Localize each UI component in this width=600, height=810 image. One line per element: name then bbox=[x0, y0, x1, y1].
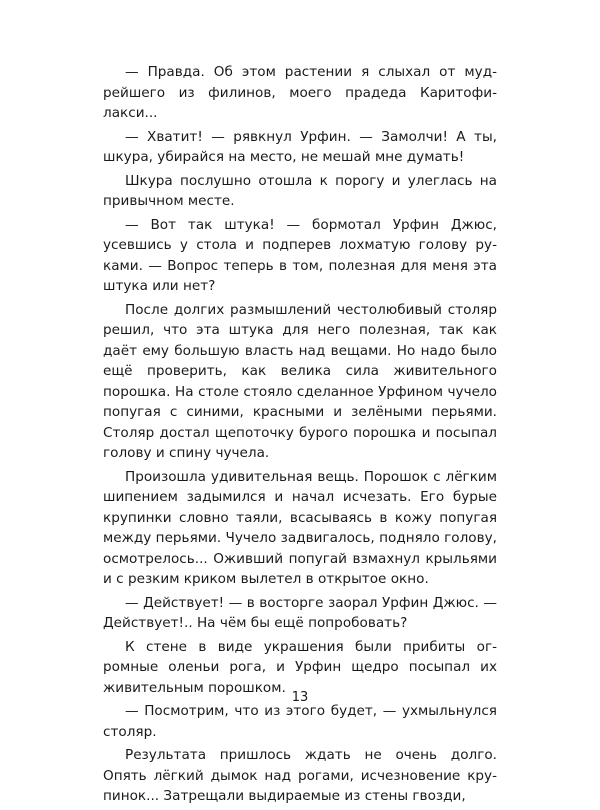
paragraph: — Вот так штука! — бормотал Урфин Джюс, усевшись у стола и подперев лохматую голову руками. — Вопрос теперь в том, полезная для меня эта штука или нет? bbox=[103, 216, 497, 294]
paragraph: — Действует! — в восторге заорал Урфин Джюс. — Действует!.. На чём бы ещё попробовать? bbox=[103, 594, 497, 631]
page-number: 13 bbox=[291, 690, 309, 705]
paragraph: — Посмотрим, что из этого будет, — ухмыльнулся столяр. bbox=[103, 703, 497, 740]
paragraph: Шкура послушно отошла к порогу и улеглась на привычном месте. bbox=[103, 172, 497, 209]
paragraph: Произошла удивительная вещь. Порошок с лёгким шипением задымился и начал исчезать. Его бурые крупинки словно таяли, всасываясь в кожу попугая между перьями. Чучело задвигалось, подняло голову, осмотрелось... Оживший попугай взмахнул крыльями и с резким криком вылетел в открытое окно. bbox=[103, 468, 497, 587]
paragraph: После долгих размышлений честолюбивый столяр решил, что эта штука для него полезная, так как даёт ему большую власть над вещами. Но надо было ещё проверить, как велика сила живительного порошка. На столе стояло сделанное Урфином чучело попугая с синими, красными и зелёными перьями. Столяр достал щепоточку бурого порошка и посыпал голову и спину чучела. bbox=[103, 301, 497, 461]
paragraph: — Правда. Об этом растении я слыхал от мудрейшего из филинов, моего прадеда Каритофилакси... bbox=[103, 64, 497, 121]
paragraph: — Хватит! — рявкнул Урфин. — Замолчи! А ты, шкура, убирайся на место, не мешай мне думать! bbox=[103, 128, 497, 165]
paragraph: К стене в виде украшения были прибиты огромные оленьи рога, и Урфин щедро посыпал их живительным порошком. bbox=[103, 638, 497, 696]
paragraph: Результата пришлось ждать не очень долго. Опять лёгкий дымок над рогами, исчезновение крупинок... Затрещали выдираемые из стены гвозди, bbox=[103, 747, 497, 804]
